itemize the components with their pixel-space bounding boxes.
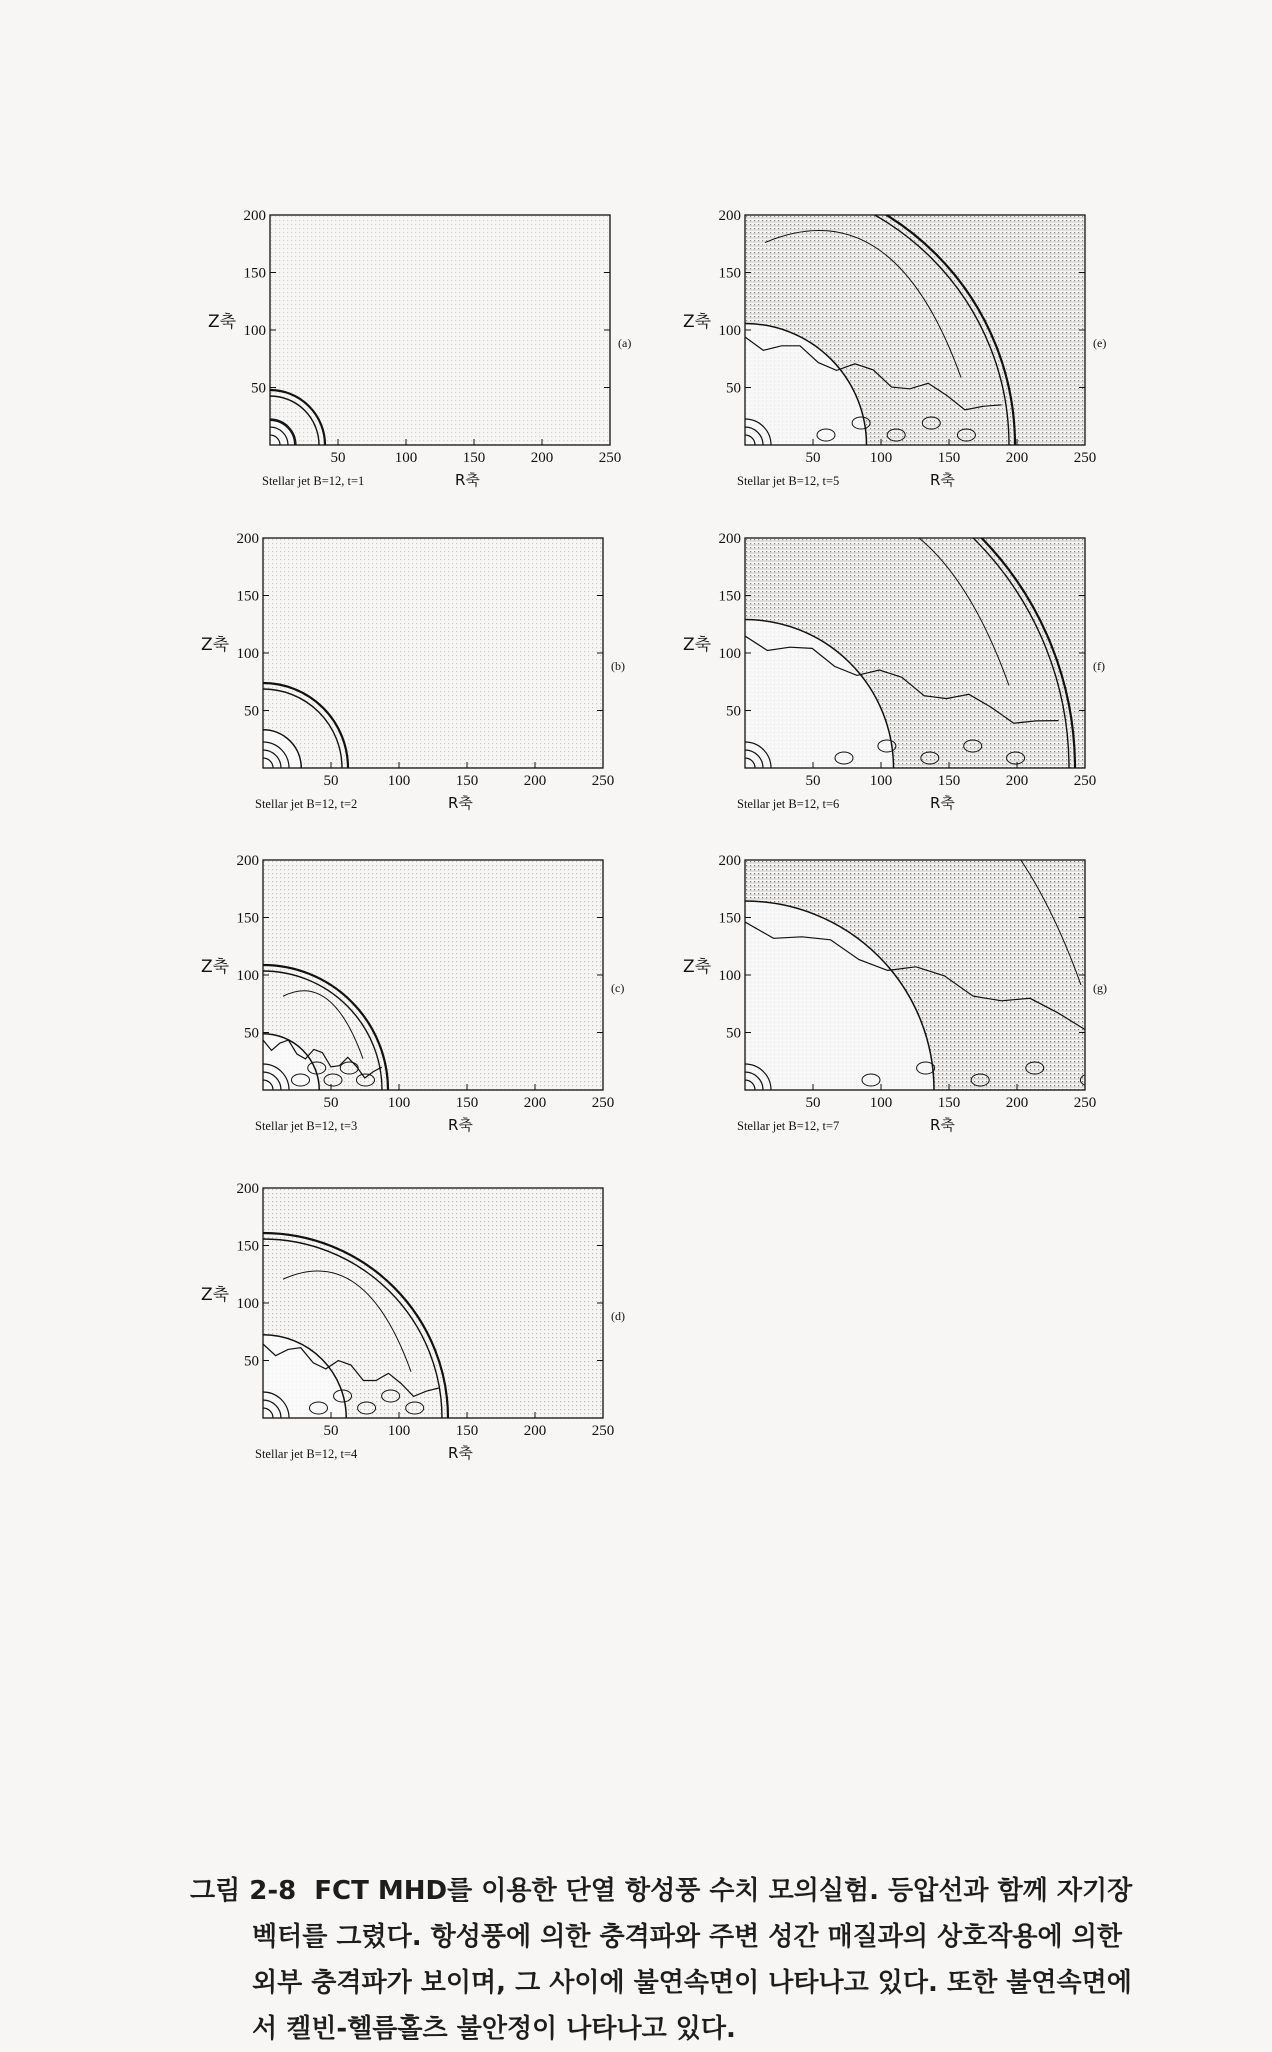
plot-svg-g [665, 840, 1125, 1170]
x-tick-label: 250 [591, 773, 615, 789]
x-tick-label: 150 [455, 773, 479, 789]
y-tick-label: 100 [718, 646, 741, 662]
z-axis-label: Z축 [208, 312, 237, 332]
caption-line-4: 서 켈빈-헬름홀츠 불안정이 나타나고 있다. [252, 2014, 736, 2044]
panel-tag: (f) [1093, 659, 1105, 673]
plot-svg-e [665, 195, 1125, 525]
x-tick-label: 200 [523, 773, 547, 789]
panel-tag: (c) [611, 981, 625, 995]
panel-footer: Stellar jet B=12, t=3 [255, 1119, 358, 1133]
x-tick-label: 150 [937, 773, 961, 789]
y-tick-label: 200 [236, 531, 259, 547]
r-axis-label: R축 [448, 794, 473, 812]
plot-svg-d [183, 1168, 643, 1498]
plot-svg-c [183, 840, 643, 1170]
x-tick-label: 250 [1073, 1095, 1097, 1111]
r-axis-label: R축 [448, 1116, 473, 1134]
x-tick-label: 250 [1073, 773, 1097, 789]
x-tick-label: 100 [387, 773, 411, 789]
panel-tag: (b) [611, 659, 625, 673]
panel-footer: Stellar jet B=12, t=7 [737, 1119, 840, 1133]
x-tick-label: 200 [1005, 1095, 1029, 1111]
r-axis-label: R축 [930, 471, 955, 489]
r-axis-label: R축 [930, 1116, 955, 1134]
z-axis-label: Z축 [201, 1285, 230, 1305]
y-tick-label: 200 [236, 853, 259, 869]
x-tick-label: 150 [455, 1423, 479, 1439]
panel-tag: (g) [1093, 981, 1107, 995]
y-tick-label: 200 [236, 1181, 259, 1197]
caption-label: 그림 2-8 [190, 1876, 297, 1906]
x-tick-label: 50 [323, 773, 339, 789]
panel-tag: (a) [618, 336, 632, 350]
x-tick-label: 150 [455, 1095, 479, 1111]
y-tick-label: 100 [718, 323, 741, 339]
z-axis-label: Z축 [683, 635, 712, 655]
y-tick-label: 150 [718, 588, 741, 605]
x-tick-label: 50 [323, 1423, 339, 1439]
x-tick-label: 250 [598, 450, 622, 466]
x-tick-label: 200 [530, 450, 554, 466]
plot-panel-f [665, 518, 1125, 848]
x-tick-label: 50 [805, 773, 821, 789]
plot-field [270, 215, 610, 445]
r-axis-label: R축 [930, 794, 955, 812]
x-tick-label: 250 [1073, 450, 1097, 466]
y-tick-label: 50 [726, 380, 741, 397]
y-tick-label: 150 [236, 1238, 259, 1255]
x-tick-label: 150 [462, 450, 486, 466]
plot-field [263, 538, 603, 768]
y-tick-label: 200 [243, 208, 266, 224]
y-tick-label: 50 [244, 703, 259, 720]
caption-line-3: 외부 충격파가 보이며, 그 사이에 불연속면이 나타나고 있다. 또한 불연속면에 [252, 1968, 1132, 1998]
y-tick-label: 50 [726, 1025, 741, 1042]
y-tick-label: 150 [243, 265, 266, 282]
x-tick-label: 150 [937, 450, 961, 466]
plot-panel-a [190, 195, 650, 525]
x-tick-label: 100 [394, 450, 418, 466]
y-tick-label: 100 [236, 968, 259, 984]
y-tick-label: 200 [718, 531, 741, 547]
r-axis-label: R축 [448, 1444, 473, 1462]
y-tick-label: 150 [718, 910, 741, 927]
y-tick-label: 200 [718, 853, 741, 869]
x-tick-label: 200 [523, 1095, 547, 1111]
z-axis-label: Z축 [201, 635, 230, 655]
x-tick-label: 50 [323, 1095, 339, 1111]
plot-panel-b [183, 518, 643, 848]
plot-svg-f [665, 518, 1125, 848]
z-axis-label: Z축 [683, 312, 712, 332]
x-tick-label: 200 [1005, 773, 1029, 789]
x-tick-label: 50 [805, 450, 821, 466]
y-tick-label: 150 [236, 910, 259, 927]
plot-panel-e [665, 195, 1125, 525]
panel-tag: (d) [611, 1309, 625, 1323]
x-tick-label: 50 [330, 450, 346, 466]
x-tick-label: 250 [591, 1095, 615, 1111]
z-axis-label: Z축 [201, 957, 230, 977]
y-tick-label: 100 [236, 1296, 259, 1312]
x-tick-label: 100 [869, 773, 893, 789]
z-axis-label: Z축 [683, 957, 712, 977]
x-tick-label: 100 [387, 1095, 411, 1111]
caption-first-line [190, 1868, 1150, 1914]
panel-footer: Stellar jet B=12, t=6 [737, 797, 840, 811]
y-tick-label: 100 [718, 968, 741, 984]
y-tick-label: 100 [236, 646, 259, 662]
panel-footer: Stellar jet B=12, t=1 [262, 474, 365, 488]
y-tick-label: 50 [244, 1353, 259, 1370]
y-tick-label: 50 [726, 703, 741, 720]
figure-caption [190, 1868, 1150, 2052]
x-tick-label: 200 [1005, 450, 1029, 466]
panel-tag: (e) [1093, 336, 1107, 350]
panel-footer: Stellar jet B=12, t=5 [737, 474, 840, 488]
plot-panel-g [665, 840, 1125, 1170]
y-tick-label: 100 [243, 323, 266, 339]
panel-footer: Stellar jet B=12, t=2 [255, 797, 358, 811]
x-tick-label: 100 [869, 450, 893, 466]
x-tick-label: 100 [387, 1423, 411, 1439]
plot-svg-a [190, 195, 650, 525]
y-tick-label: 50 [251, 380, 266, 397]
plot-panel-d [183, 1168, 643, 1498]
x-tick-label: 50 [805, 1095, 821, 1111]
y-tick-label: 150 [236, 588, 259, 605]
x-tick-label: 100 [869, 1095, 893, 1111]
x-tick-label: 150 [937, 1095, 961, 1111]
caption-line-2: 벡터를 그렸다. 항성풍에 의한 충격파와 주변 성간 매질과의 상호작용에 의한 [252, 1922, 1122, 1952]
panel-footer: Stellar jet B=12, t=4 [255, 1447, 358, 1461]
plot-svg-b [183, 518, 643, 848]
plot-panel-c [183, 840, 643, 1170]
y-tick-label: 150 [718, 265, 741, 282]
x-tick-label: 250 [591, 1423, 615, 1439]
y-tick-label: 50 [244, 1025, 259, 1042]
r-axis-label: R축 [455, 471, 480, 489]
x-tick-label: 200 [523, 1423, 547, 1439]
y-tick-label: 200 [718, 208, 741, 224]
caption-line-1: FCT MHD를 이용한 단열 항성풍 수치 모의실험. 등압선과 함께 자기장 [314, 1876, 1133, 1906]
